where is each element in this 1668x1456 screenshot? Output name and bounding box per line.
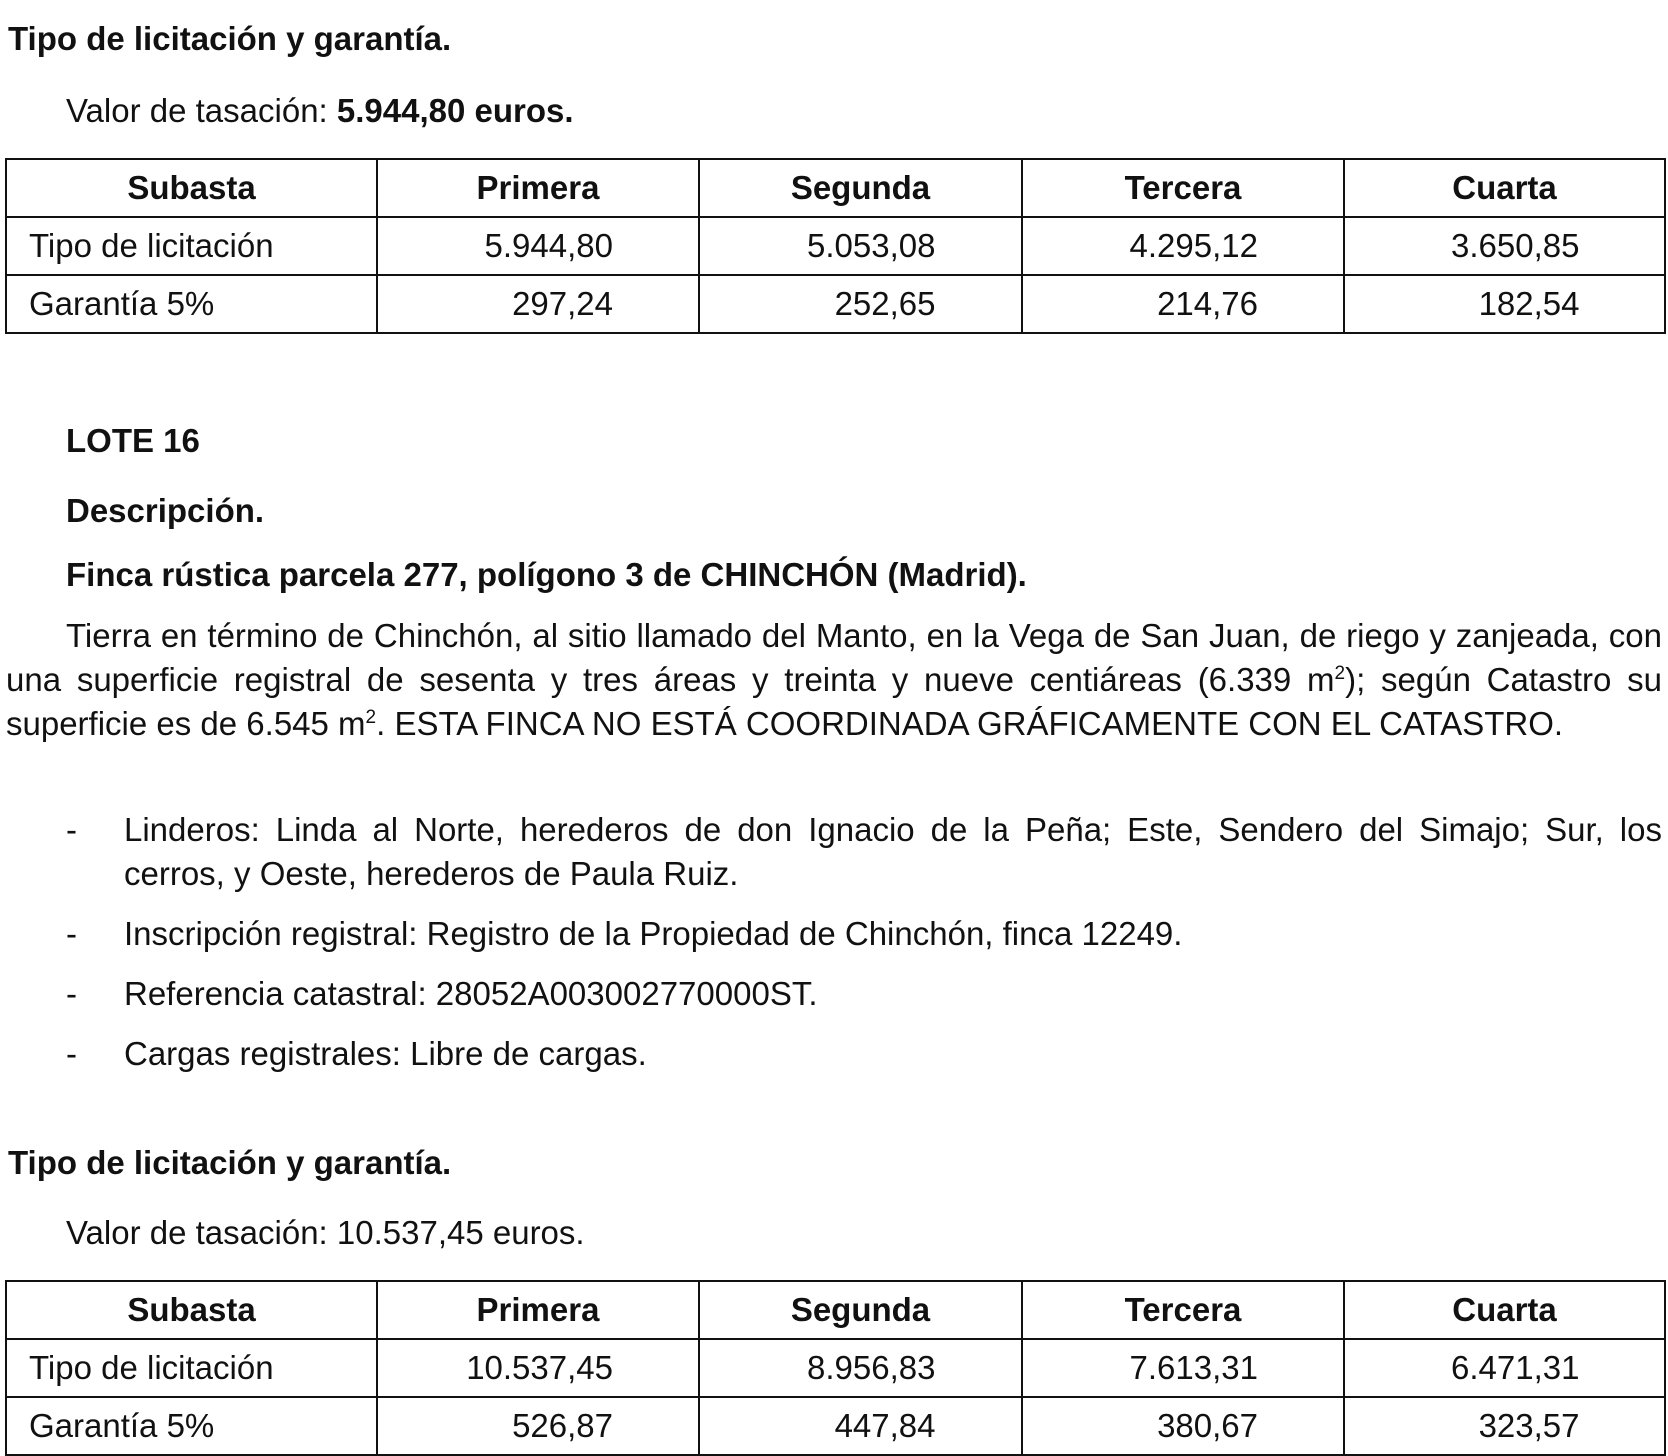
description-heading: Descripción.: [66, 492, 265, 529]
cell-value: 6.471,31: [1451, 1349, 1580, 1386]
auction-table: [5, 1280, 1666, 1456]
table-cell: [1344, 1397, 1665, 1455]
table-cell: [699, 275, 1022, 333]
table-row: [6, 1397, 1665, 1455]
table-cell: [377, 275, 699, 333]
superscript: 2: [365, 707, 377, 728]
description-part: Tierra en término de Chinchón, al sitio llamado del Manto, en la Vega de San Juan, de riego y zanjeada, con una superficie registral de sesenta y tres áreas y treinta y nueve centiáreas (6.339 m: [6, 617, 1662, 698]
table-cell: [1344, 1339, 1665, 1397]
cell-value: 323,57: [1478, 1407, 1580, 1444]
list-item-text: Referencia catastral: 28052A003002770000ST.: [124, 975, 818, 1012]
cell-value: 297,24: [512, 285, 613, 322]
list-item: [6, 912, 1662, 956]
property-description: [6, 614, 1662, 746]
section-heading: Tipo de licitación y garantía.: [8, 20, 452, 57]
property-details-list: [6, 808, 1662, 1092]
section-heading: Tipo de licitación y garantía.: [8, 1144, 452, 1181]
list-item: [6, 972, 1662, 1016]
property-heading: Finca rústica parcela 277, polígono 3 de CHINCHÓN (Madrid).: [66, 556, 1027, 593]
cell-value: 4.295,12: [1129, 227, 1258, 264]
list-item: [6, 1032, 1662, 1076]
bullet-dash: -: [66, 915, 77, 952]
table-row: [6, 217, 1665, 275]
table-header: Tercera: [1022, 1281, 1344, 1339]
table-header: Tercera: [1022, 159, 1344, 217]
cell-value: 5.944,80: [484, 227, 613, 264]
table-cell: [699, 1397, 1022, 1455]
auction-table: [5, 158, 1666, 334]
table-row: [6, 275, 1665, 333]
table-cell: [1344, 275, 1665, 333]
table-cell: [699, 217, 1022, 275]
valuation-line: Valor de tasación: 10.537,45 euros.: [66, 1214, 585, 1251]
cell-value: 8.956,83: [807, 1349, 936, 1386]
table-header: Segunda: [699, 1281, 1022, 1339]
valuation-value: 5.944,80 euros.: [336, 92, 574, 129]
cell-value: 214,76: [1157, 285, 1258, 322]
cell-value: 5.053,08: [807, 227, 936, 264]
table-header-row: [6, 159, 1665, 217]
cell-value: 3.650,85: [1451, 227, 1580, 264]
lot-title: LOTE 16: [66, 422, 200, 459]
table-header: Subasta: [6, 159, 377, 217]
cell-value: 182,54: [1478, 285, 1580, 322]
bullet-dash: -: [66, 1035, 77, 1072]
superscript: 2: [1334, 663, 1346, 684]
table-header: Segunda: [699, 159, 1022, 217]
cell-value: 447,84: [834, 1407, 936, 1444]
table-cell: [1022, 1339, 1344, 1397]
table-cell: [1344, 217, 1665, 275]
list-item-text: Inscripción registral: Registro de la Propiedad de Chinchón, finca 12249.: [124, 915, 1183, 952]
table-header: Primera: [377, 159, 699, 217]
cell-value: 252,65: [834, 285, 936, 322]
table-header: Cuarta: [1344, 159, 1665, 217]
valuation-line: [66, 92, 574, 130]
row-label: Tipo de licitación: [6, 217, 377, 275]
table-header: Subasta: [6, 1281, 377, 1339]
list-item-text: Linderos: Linda al Norte, herederos de don Ignacio de la Peña; Este, Sendero del Simajo; Sur, los cerros, y Oeste, herederos de Paula Ruiz.: [124, 811, 1662, 892]
table-header: Cuarta: [1344, 1281, 1665, 1339]
table-cell: [377, 217, 699, 275]
cell-value: 526,87: [512, 1407, 613, 1444]
table-header-row: [6, 1281, 1665, 1339]
table-cell: [377, 1397, 699, 1455]
table-cell: [1022, 217, 1344, 275]
table-cell: [1022, 275, 1344, 333]
cell-value: 10.537,45: [466, 1349, 613, 1386]
cell-value: 380,67: [1157, 1407, 1258, 1444]
list-item-text: Cargas registrales: Libre de cargas.: [124, 1035, 647, 1072]
row-label: Garantía 5%: [6, 275, 377, 333]
description-part: . ESTA FINCA NO ESTÁ COORDINADA GRÁFICAMENTE CON EL CATASTRO.: [376, 705, 1564, 742]
bullet-dash: -: [66, 811, 77, 848]
cell-value: 7.613,31: [1129, 1349, 1258, 1386]
table-row: [6, 1339, 1665, 1397]
table-header: Primera: [377, 1281, 699, 1339]
description-part: ); según Catastro su superficie es de 6.545 m: [6, 661, 1662, 742]
table-cell: [699, 1339, 1022, 1397]
list-item: [6, 808, 1662, 896]
row-label: Tipo de licitación: [6, 1339, 377, 1397]
row-label: Garantía 5%: [6, 1397, 377, 1455]
valuation-label: Valor de tasación:: [66, 92, 337, 129]
table-cell: [1022, 1397, 1344, 1455]
table-cell: [377, 1339, 699, 1397]
bullet-dash: -: [66, 975, 77, 1012]
